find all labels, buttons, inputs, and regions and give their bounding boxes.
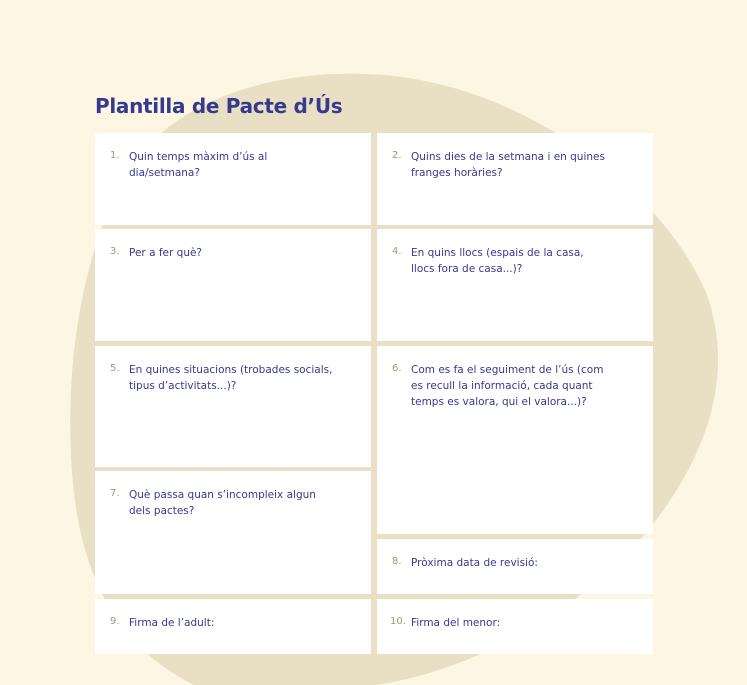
item-9-number: 9. bbox=[110, 616, 120, 627]
item-6-number: 6. bbox=[392, 363, 402, 374]
item-1-box[interactable] bbox=[95, 133, 371, 225]
item-2-box[interactable] bbox=[377, 133, 653, 225]
item-8-question: Pròxima data de revisió: bbox=[411, 557, 538, 569]
item-7-number: 7. bbox=[110, 488, 120, 499]
item-4-number: 4. bbox=[392, 246, 402, 257]
item-1-question: Quin temps màxim d’ús al dia/setmana? bbox=[129, 151, 268, 179]
item-10-number: 10. bbox=[390, 616, 406, 627]
item-5-number: 5. bbox=[110, 363, 120, 374]
item-3-number: 3. bbox=[110, 246, 120, 257]
item-4-question: En quins llocs (espais de la casa, llocs fora de casa...)? bbox=[411, 247, 584, 275]
item-5-box[interactable] bbox=[95, 346, 371, 467]
item-10-box[interactable] bbox=[377, 599, 653, 654]
item-3-box[interactable] bbox=[95, 229, 371, 341]
item-6-question: Com es fa el seguiment de l’ús (com es recull la informació, cada quant temps es valora, qui el valora...)? bbox=[411, 364, 604, 408]
item-1-number: 1. bbox=[110, 150, 120, 161]
item-9-question: Firma de l’adult: bbox=[129, 617, 215, 629]
item-2-question: Quins dies de la setmana i en quines franges horàries? bbox=[411, 151, 605, 179]
item-4-box[interactable] bbox=[377, 229, 653, 341]
item-9-box[interactable] bbox=[95, 599, 371, 654]
item-3-question: Per a fer què? bbox=[129, 247, 203, 259]
item-10-question: Firma del menor: bbox=[411, 617, 501, 629]
item-5-question: En quines situacions (trobades socials, tipus d’activitats...)? bbox=[129, 364, 333, 392]
item-7-question: Què passa quan s’incompleix algun dels pactes? bbox=[129, 489, 316, 517]
item-2-number: 2. bbox=[392, 150, 402, 161]
item-7-box[interactable] bbox=[95, 471, 371, 594]
item-8-box[interactable] bbox=[377, 539, 653, 594]
page-title: Plantilla de Pacte d’Ús bbox=[95, 94, 343, 118]
item-6-box[interactable] bbox=[377, 346, 653, 534]
item-8-number: 8. bbox=[392, 556, 402, 567]
